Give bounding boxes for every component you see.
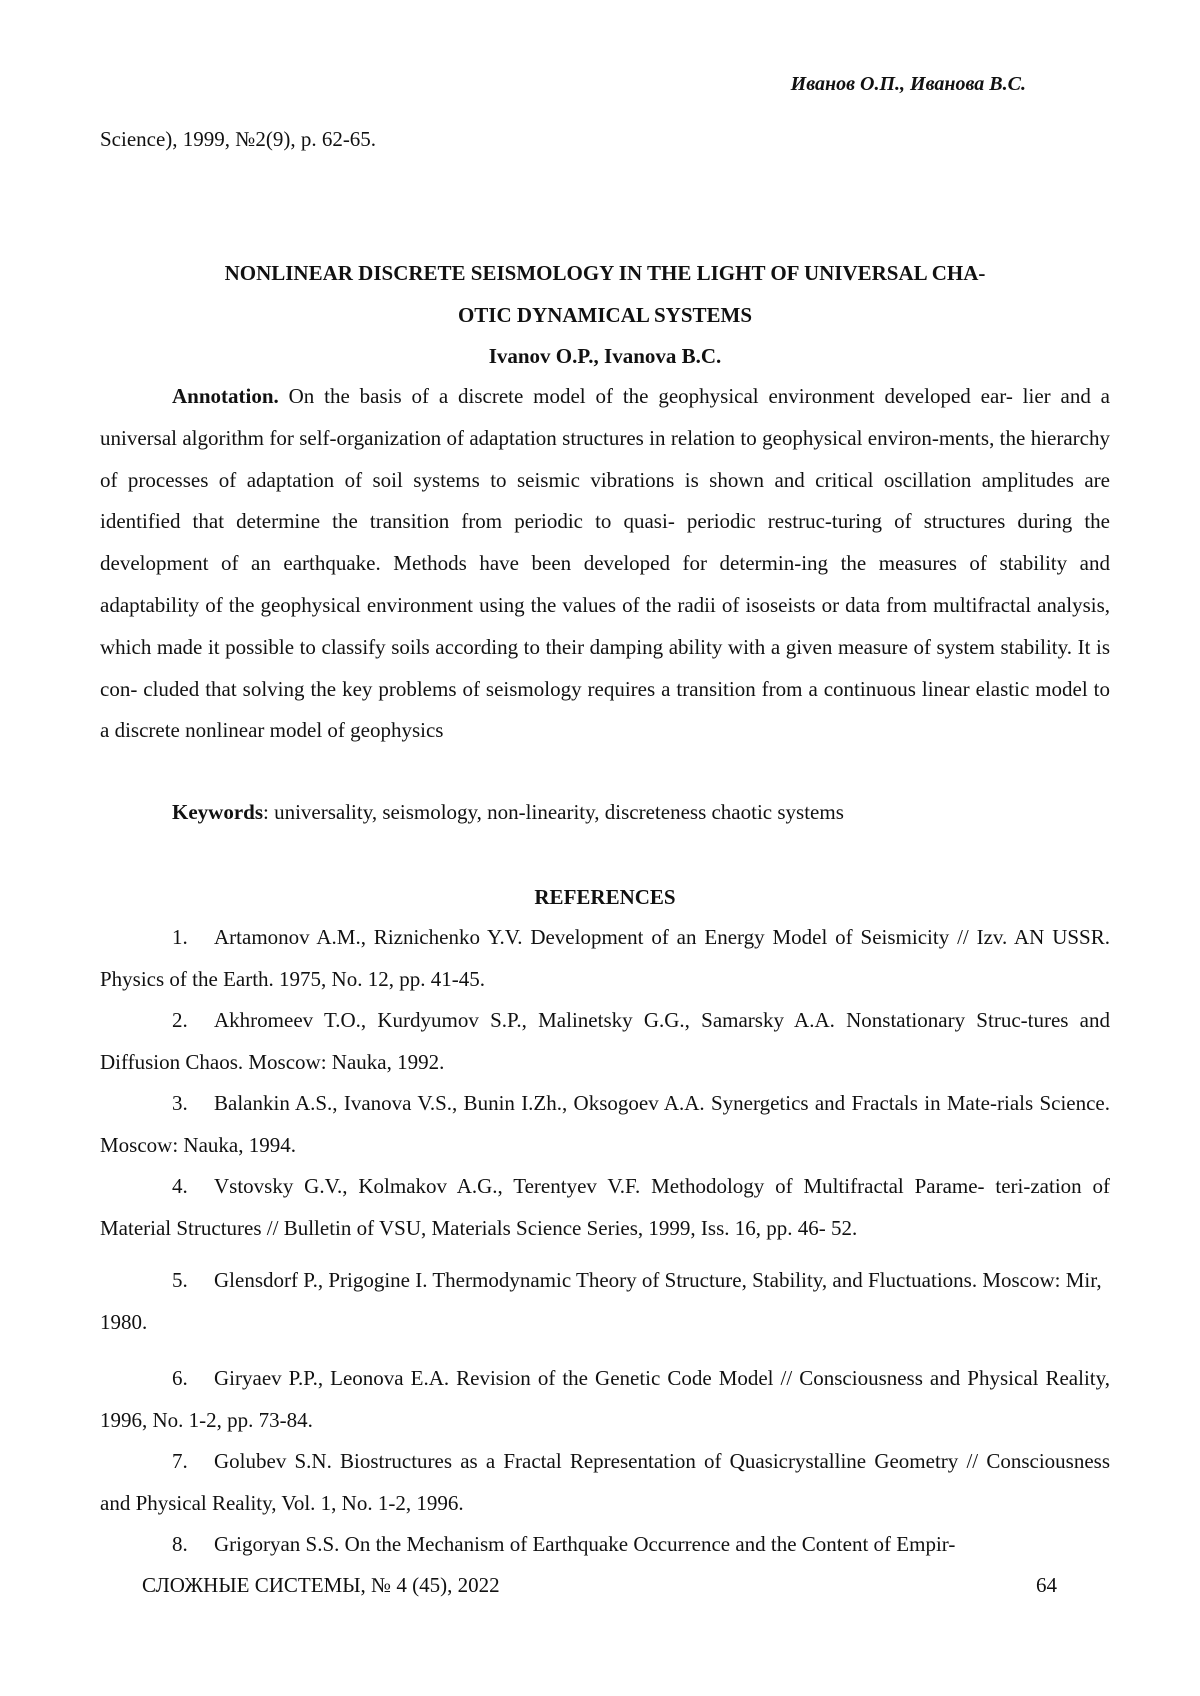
keywords-paragraph [100, 792, 1110, 834]
article-title-line-1: NONLINEAR DISCRETE SEISMOLOGY IN THE LIGHT OF UNIVERSAL CHA- [224, 261, 986, 285]
page-number: 64 [1036, 1573, 1057, 1597]
reference-number: 1. [172, 925, 188, 949]
reference-item [100, 1358, 1110, 1442]
reference-number: 2. [172, 1008, 188, 1032]
reference-text: Artamonov A.M., Riznichenko Y.V. Development of an Energy Model of Seismicity // Izv. AN USSR. Physics of the Earth. 1975, No. 12, pp. 41-45. [100, 925, 1110, 991]
reference-number: 7. [172, 1449, 188, 1473]
reference-number: 5. [172, 1268, 188, 1292]
article-title [100, 252, 1110, 336]
reference-number: 3. [172, 1091, 188, 1115]
annotation-paragraph [100, 376, 1110, 752]
reference-text: Grigoryan S.S. On the Mechanism of Earthquake Occurrence and the Content of Empir- [214, 1532, 956, 1556]
reference-text: Akhromeev T.O., Kurdyumov S.P., Malinetsky G.G., Samarsky A.A. Nonstationary Struc-tures and Diffusion Chaos. Moscow: Nauka, 1992. [100, 1008, 1110, 1074]
article-authors: Ivanov O.P., Ivanova B.C. [488, 344, 722, 368]
reference-item [100, 917, 1110, 1001]
reference-text: Vstovsky G.V., Kolmakov A.G., Terentyev V.F. Methodology of Multifractal Parame- teri-zation of Material Structures // Bulletin of VSU, Materials Science Series, 1999, Iss. 16, pp. 46- 52. [100, 1174, 1110, 1240]
reference-item [100, 1441, 1110, 1525]
annotation-label: Annotation. [172, 384, 279, 408]
reference-item [100, 1260, 1110, 1344]
keywords-text: : universality, seismology, non-linearity, discreteness chaotic systems [263, 800, 844, 824]
reference-number: 6. [172, 1366, 188, 1390]
reference-number: 4. [172, 1174, 188, 1198]
reference-item [100, 1083, 1110, 1167]
references-heading: REFERENCES [534, 885, 676, 909]
reference-item [100, 1000, 1110, 1084]
carry-over-reference-text: Science), 1999, №2(9), p. 62-65. [100, 127, 377, 151]
running-head-authors: Иванов О.П., Иванова В.С. [790, 73, 1026, 95]
reference-text: Glensdorf P., Prigogine I. Thermodynamic Theory of Structure, Stability, and Fluctuations. Moscow: Mir, 1980. [100, 1268, 1102, 1334]
reference-text: Giryaev P.P., Leonova E.A. Revision of the Genetic Code Model // Consciousness and Physical Reality, 1996, No. 1-2, pp. 73-84. [100, 1366, 1110, 1432]
reference-text: Golubev S.N. Biostructures as a Fractal Representation of Quasicrystalline Geometry // Consciousness and Physical Reality, Vol. 1, No. 1-2, 1996. [100, 1449, 1110, 1515]
reference-item [100, 1166, 1110, 1250]
article-title-line-2: OTIC DYNAMICAL SYSTEMS [457, 303, 753, 327]
annotation-text: On the basis of a discrete model of the geophysical environment developed ear- lier and a universal algorithm for self-organization of adaptation structures in relation to geophysical environ-ments, the hierarchy of processes of adaptation of soil systems to seismic vibrations is shown and critical oscillation amplitudes are identified that determine the transition from periodic to quasi- periodic restruc-turing of structures during the development of an earthquake. Methods have been developed for determin-ing the measures of stability and adaptability of the geophysical environment using the values of the radii of isoseists or data from multifractal analysis, which made it possible to classify soils according to their damping ability with a given measure of system stability. It is con- cluded that solving the key problems of seismology requires a transition from a continuous linear elastic model to a discrete nonlinear model of geophysics [100, 384, 1110, 743]
reference-number: 8. [172, 1532, 188, 1556]
keywords-label: Keywords [172, 800, 263, 824]
reference-item [100, 1524, 1110, 1566]
journal-name: СЛОЖНЫЕ СИСТЕМЫ, № 4 (45), 2022 [142, 1573, 500, 1597]
reference-text: Balankin A.S., Ivanova V.S., Bunin I.Zh., Oksogoev A.A. Synergetics and Fractals in Mate-rials Science. Moscow: Nauka, 1994. [100, 1091, 1110, 1157]
